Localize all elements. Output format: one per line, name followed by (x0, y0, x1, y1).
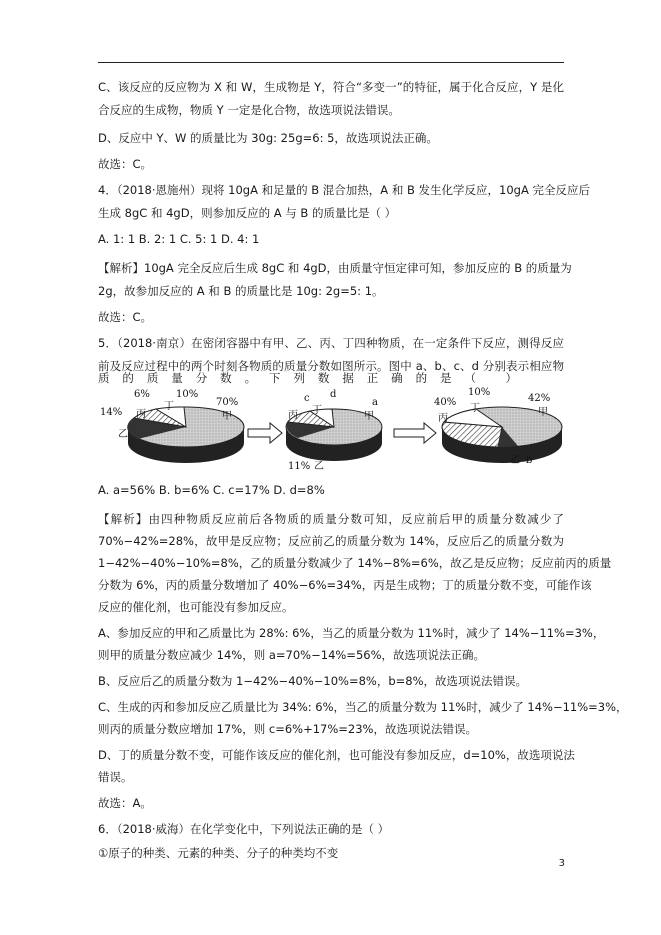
pie2-label-yi-pct: 11% (288, 461, 311, 472)
text-line: C、该反应的反应物为 X 和 W，生成物是 Y，符合“多变一”的特征，属于化合反应，Y 是化 (98, 80, 564, 94)
pie1-label-yi-pct: 14% (100, 407, 123, 418)
pie2-label-jia: 甲 (364, 411, 374, 422)
analysis-line: B、反应后乙的质量分数为 1−42%−40%−10%=8%，b=8%，故选项说法错误。 (98, 674, 528, 688)
analysis-line: 2g，故参加反应的 A 和 B 的质量比是 10g: 2g=5: 1。 (98, 284, 384, 298)
pie3-label-ding-pct: 10% (468, 387, 491, 398)
text-line: 故选：C。 (98, 157, 153, 171)
question-6-item: ①原子的种类、元素的种类、分子的种类均不变 (98, 846, 339, 860)
pie2-label-d: d (330, 389, 337, 400)
analysis-line: 【解析】由四种物质反应前后各物质的质量分数可知，反应前后甲的质量分数减少了 (98, 512, 564, 526)
question-5-stem: 5．（2018·南京）在密闭容器中有甲、乙、丙、丁四种物质，在一定条件下反应，测得反应 (98, 336, 564, 350)
pie-chart-before (100, 389, 244, 463)
analysis-line: 则丙的质量分数应增加 17%，则 c=6%+17%=23%，故选项说法错误。 (98, 722, 477, 736)
analysis-line: 错误。 (98, 770, 133, 784)
pie3-label-jia: 甲 (538, 407, 548, 418)
analysis-line: 分数为 6%，丙的质量分数增加了 40%−6%=34%，丙是生成物；丁的质量分数不变，可能作该 (98, 578, 592, 592)
pie1-label-ding: 丁 (164, 401, 174, 412)
analysis-line: D、丁的质量分数不变，可能作该反应的催化剂，也可能没有参加反应，d=10%，故选项说法 (98, 748, 575, 762)
text-line: D、反应中 Y、W 的质量比为 30g: 25g=6: 5，故选项说法正确。 (98, 131, 438, 145)
answer-line: 故选：A。 (98, 796, 152, 810)
pie-chart-after (434, 387, 562, 466)
pie3-label-yi: 乙 (510, 455, 520, 466)
question-5-stem: 前及反应过程中的两个时刻各物质的质量分数如图所示。图中 a、b、c、d 分别表示相应物 (98, 359, 564, 373)
pie1-label-bing: 丙 (136, 409, 146, 420)
question-4-stem: 4．（2018·恩施州）现将 10gA 和足量的 B 混合加热，A 和 B 发生化学反应，10gA 完全反应后 (98, 183, 590, 197)
header-rule (98, 62, 564, 63)
pie1-label-ding-pct: 10% (176, 389, 199, 400)
pie3-label-bing-pct: 40% (434, 397, 457, 408)
pie2-label-bing: 丙 (288, 410, 298, 421)
pie2-label-yi: 乙 (314, 461, 324, 472)
pie-charts-figure (98, 385, 564, 475)
pie3-label-bing: 丙 (438, 413, 448, 424)
pie-chart-during (286, 389, 382, 472)
analysis-line: 反应的催化剂，也可能没有参加反应。 (98, 600, 294, 614)
pie1-label-jia-pct: 70% (216, 397, 239, 408)
question-4-options: A. 1: 1 B. 2: 1 C. 5: 1 D. 4: 1 (98, 232, 260, 246)
question-5-options: A. a=56% B. b=6% C. c=17% D. d=8% (98, 483, 325, 497)
pie1-label-jia: 甲 (222, 411, 232, 422)
pie-charts-svg (98, 385, 564, 475)
question-6-stem: 6．（2018·威海）在化学变化中，下列说法正确的是（ ） (98, 822, 390, 836)
analysis-line: 则甲的质量分数应减少 14%，则 a=70%−14%=56%，故选项说法正确。 (98, 648, 486, 662)
question-4-stem: 生成 8gC 和 4gD，则参加反应的 A 与 B 的质量比是（ ） (98, 206, 397, 220)
pie2-label-a: a (372, 397, 378, 408)
analysis-line: 70%−42%=28%，故甲是反应物；反应前乙的质量分数为 14%，反应后乙的质量分数为 (98, 534, 564, 548)
pie2-label-ding: 丁 (312, 405, 322, 416)
pie2-label-c: c (304, 393, 310, 404)
question-5-stem: 质的质量分数。下列数据正确的是（ ） (98, 371, 528, 385)
analysis-line: C、生成的丙和参加反应乙质量比为 34%: 6%，当乙的质量分数为 11%时，减少了 14%−11%=3%， (98, 700, 628, 714)
page-number: 3 (558, 858, 565, 869)
analysis-line: A、参加反应的甲和乙质量比为 28%: 6%，当乙的质量分数为 11%时，减少了 14%−11%=3%， (98, 626, 605, 640)
pie3-label-jia-pct: 42% (528, 393, 551, 404)
pie1-label-yi: 乙 (118, 429, 128, 440)
pie1-label-bing-pct: 6% (134, 389, 150, 400)
analysis-line: 1−42%−40%−10%=8%，乙的质量分数减少了 14%−8%=6%，故乙是反应物；反应前丙的质量 (98, 556, 612, 570)
arrow-2 (394, 423, 436, 443)
pie3-label-ding: 丁 (470, 403, 480, 414)
arrow-1 (248, 423, 282, 443)
answer-line: 故选：C。 (98, 310, 153, 324)
pie3-label-b: b (526, 455, 533, 466)
analysis-line: 【解析】10gA 完全反应后生成 8gC 和 4gD，由质量守恒定律可知，参加反应的 B 的质量为 (98, 261, 572, 275)
text-line: 合反应的生成物，物质 Y 一定是化合物，故选项说法错误。 (98, 103, 400, 117)
